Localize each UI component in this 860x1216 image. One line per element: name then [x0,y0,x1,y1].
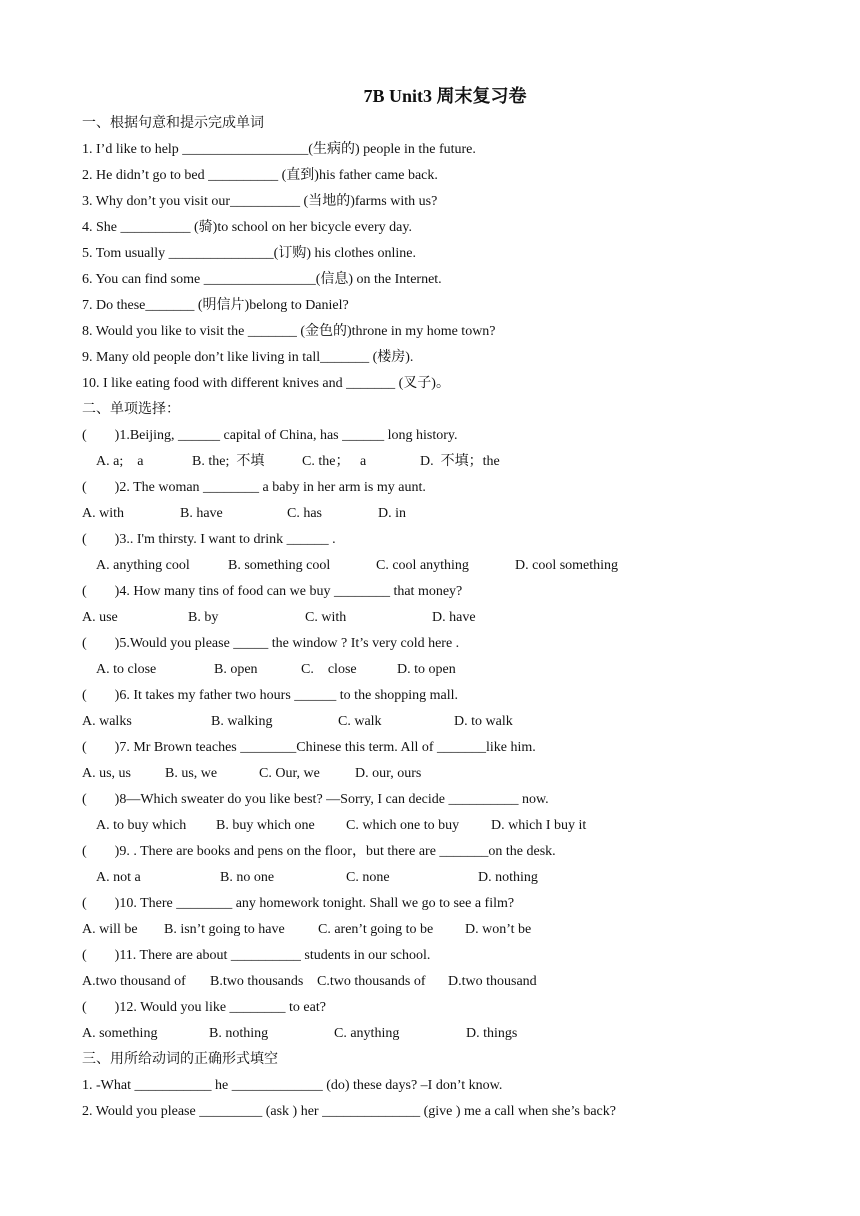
mc-option: B. have [180,506,223,521]
mc-option: D. things [466,1026,518,1041]
mc-option: B. something cool [228,558,331,573]
mc-question: ( )11. There are about __________ students in our school. [82,948,431,963]
mc-option: C. has [287,506,322,521]
mc-option: A. use [82,610,118,625]
mc-option: A. to close [96,662,157,677]
fill-item: 7. Do these_______ (明信片)belong to Daniel? [82,298,349,313]
mc-option: B. nothing [209,1026,269,1041]
mc-option: B. buy which one [216,818,315,833]
mc-option: C. close [301,662,357,677]
mc-option: A. will be [82,922,138,937]
mc-option: B. the; 不填 [192,454,265,469]
mc-option: D. cool something [515,558,619,573]
mc-option: C. which one to buy [346,818,460,833]
fill-item: 6. You can find some ________________(信息) on the Internet. [82,272,442,287]
mc-question: ( )4. How many tins of food can we buy ________ that money? [82,584,463,599]
mc-option: B.two thousands [210,974,304,989]
mc-option: B. open [214,662,258,677]
section3-heading: 三、用所给动词的正确形式填空 [82,1052,278,1067]
mc-question: ( )8—Which sweater do you like best? —Sorry, I can decide __________ now. [82,792,549,807]
section1-heading: 一、根据句意和提示完成单词 [82,116,264,131]
mc-option: D. our, ours [355,766,422,781]
mc-question: ( )1.Beijing, ______ capital of China, has ______ long history. [82,428,458,443]
mc-option: D. to open [397,662,456,677]
mc-option: C. Our, we [259,766,320,781]
mc-option: C. cool anything [376,558,469,573]
section2-heading: 二、单项选择： [82,402,180,417]
fill-item: 4. She __________ (骑)to school on her bicycle every day. [82,220,412,235]
mc-option: D. to walk [454,714,513,729]
mc-question: ( )2. The woman ________ a baby in her arm is my aunt. [82,480,426,495]
fill-item: 1. I’d like to help __________________(生病的) people in the future. [82,142,476,157]
mc-option: D. nothing [478,870,538,885]
fill-item: 3. Why don’t you visit our__________ (当地的)farms with us? [82,194,438,209]
mc-option: B. us, we [165,766,218,781]
mc-option: B. no one [220,870,275,885]
mc-option: C.two thousands of [317,974,426,989]
mc-question: ( )9. . There are books and pens on the floor，but there are _______on the desk. [82,844,556,859]
fill-item: 8. Would you like to visit the _______ (金色的)throne in my home town? [82,324,496,339]
mc-option: C. aren’t going to be [318,922,434,937]
verb-item: 2. Would you please _________ (ask ) her ______________ (give ) me a call when she’s back? [82,1104,616,1119]
mc-option: C. none [346,870,390,885]
fill-item: 5. Tom usually _______________(订购) his clothes online. [82,246,416,261]
mc-option: A. us, us [82,766,132,781]
mc-option: A. to buy which [96,818,187,833]
mc-question: ( )5.Would you please _____ the window ? It’s very cold here . [82,636,460,651]
mc-option: D. which I buy it [491,818,587,833]
mc-option: A. not a [96,870,141,885]
mc-option: B. isn’t going to have [164,922,285,937]
mc-option: D. won’t be [465,922,532,937]
fill-item: 10. I like eating food with different knives and _______ (叉子)。 [82,376,450,391]
mc-option: B. walking [211,714,273,729]
mc-option: D. have [432,610,476,625]
mc-option: D.two thousand [448,974,537,989]
fill-item: 9. Many old people don’t like living in tall_______ (楼房). [82,350,414,365]
mc-option: C. anything [334,1026,400,1041]
mc-option: C. with [305,610,347,625]
fill-item: 2. He didn’t go to bed __________ (直到)his father came back. [82,168,438,183]
mc-option: A. walks [82,714,132,729]
mc-option: D. in [378,506,406,521]
mc-option: C. walk [338,714,382,729]
mc-option: A.two thousand of [82,974,186,989]
mc-question: ( )7. Mr Brown teaches ________Chinese this term. All of _______like him. [82,740,536,755]
mc-question: ( )3.. I'm thirsty. I want to drink ______ . [82,532,336,547]
mc-option: B. by [188,610,219,625]
mc-option: A. something [82,1026,158,1041]
page-title: 7B Unit3 周末复习卷 [363,86,527,106]
mc-question: ( )10. There ________ any homework tonight. Shall we go to see a film? [82,896,515,911]
mc-option: A. with [82,506,124,521]
mc-option: A. anything cool [96,558,190,573]
mc-option: D. 不填；the [420,454,500,469]
mc-question: ( )12. Would you like ________ to eat? [82,1000,326,1015]
mc-question: ( )6. It takes my father two hours ______ to the shopping mall. [82,688,458,703]
verb-item: 1. -What ___________ he _____________ (do) these days? –I don’t know. [82,1078,503,1093]
mc-option: C. the； a [302,454,367,469]
mc-option: A. a; a [96,454,144,469]
